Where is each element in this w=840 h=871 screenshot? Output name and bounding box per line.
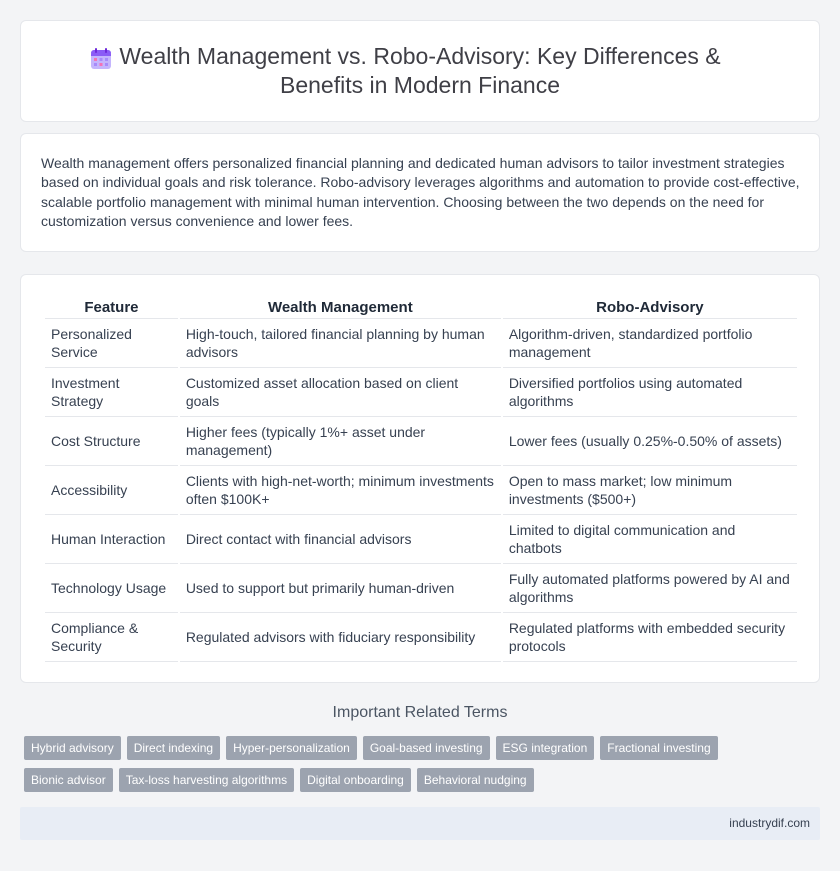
feature-cell: Technology Usage — [45, 564, 178, 613]
intro-card — [20, 133, 820, 252]
footer — [20, 807, 820, 840]
wealth-cell: Customized asset allocation based on client goals — [180, 368, 501, 417]
feature-cell: Investment Strategy — [45, 368, 178, 417]
table-row — [45, 417, 797, 466]
related-term-tag[interactable]: ESG integration — [496, 736, 595, 760]
table-row — [45, 613, 797, 662]
related-term-tag[interactable]: Tax-loss harvesting algorithms — [119, 768, 294, 792]
related-term-tag[interactable]: Direct indexing — [127, 736, 220, 760]
wealth-cell: Used to support but primarily human-driven — [180, 564, 501, 613]
robo-cell: Fully automated platforms powered by AI and algorithms — [503, 564, 797, 613]
robo-cell: Regulated platforms with embedded security protocols — [503, 613, 797, 662]
related-term-tag[interactable]: Behavioral nudging — [417, 768, 534, 792]
wealth-cell: Clients with high-net-worth; minimum investments often $100K+ — [180, 466, 501, 515]
related-term-tag[interactable]: Goal-based investing — [363, 736, 490, 760]
wealth-cell: Direct contact with financial advisors — [180, 515, 501, 564]
robo-cell: Lower fees (usually 0.25%-0.50% of assets) — [503, 417, 797, 466]
robo-cell: Limited to digital communication and chatbots — [503, 515, 797, 564]
related-terms-title: Important Related Terms — [332, 704, 508, 721]
table-row — [45, 368, 797, 417]
related-term-tag[interactable]: Hybrid advisory — [24, 736, 121, 760]
table-header-row — [45, 295, 797, 319]
footer-site-link[interactable]: industrydif.com — [729, 816, 810, 830]
wealth-cell: Higher fees (typically 1%+ asset under management) — [180, 417, 501, 466]
wealth-cell: Regulated advisors with fiduciary responsibility — [180, 613, 501, 662]
robo-cell: Open to mass market; low minimum investments ($500+) — [503, 466, 797, 515]
header-card — [20, 20, 820, 122]
feature-cell: Accessibility — [45, 466, 178, 515]
table-row — [45, 466, 797, 515]
intro-text: Wealth management offers personalized financial planning and dedicated human advisors to tailor investment strategies based on individual goals and risk tolerance. Robo-advisory leverages algorithms and automation to provide cost-effective, scalable portfolio management with minimal human intervention. Choosing between the two depends on the need for customization versus convenience and lower fees. — [41, 155, 800, 230]
table-row — [45, 515, 797, 564]
table-row — [45, 564, 797, 613]
related-term-tag[interactable]: Hyper-personalization — [226, 736, 357, 760]
robo-cell: Algorithm-driven, standardized portfolio management — [503, 319, 797, 368]
feature-cell: Personalized Service — [45, 319, 178, 368]
table-row — [45, 319, 797, 368]
related-term-tag[interactable]: Digital onboarding — [300, 768, 411, 792]
related-terms-list — [24, 736, 744, 792]
comparison-table-card — [20, 274, 820, 683]
feature-cell: Human Interaction — [45, 515, 178, 564]
header-wealth-management: Wealth Management — [180, 295, 501, 319]
page-title: Wealth Management vs. Robo-Advisory: Key Differences & Benefits in Modern Finance — [119, 43, 721, 98]
related-term-tag[interactable]: Fractional investing — [600, 736, 717, 760]
feature-cell: Compliance & Security — [45, 613, 178, 662]
header-feature: Feature — [45, 295, 178, 319]
header-robo-advisory: Robo-Advisory — [503, 295, 797, 319]
robo-cell: Diversified portfolios using automated algorithms — [503, 368, 797, 417]
feature-cell: Cost Structure — [45, 417, 178, 466]
comparison-table — [43, 295, 799, 662]
wealth-cell: High-touch, tailored financial planning by human advisors — [180, 319, 501, 368]
related-term-tag[interactable]: Bionic advisor — [24, 768, 113, 792]
